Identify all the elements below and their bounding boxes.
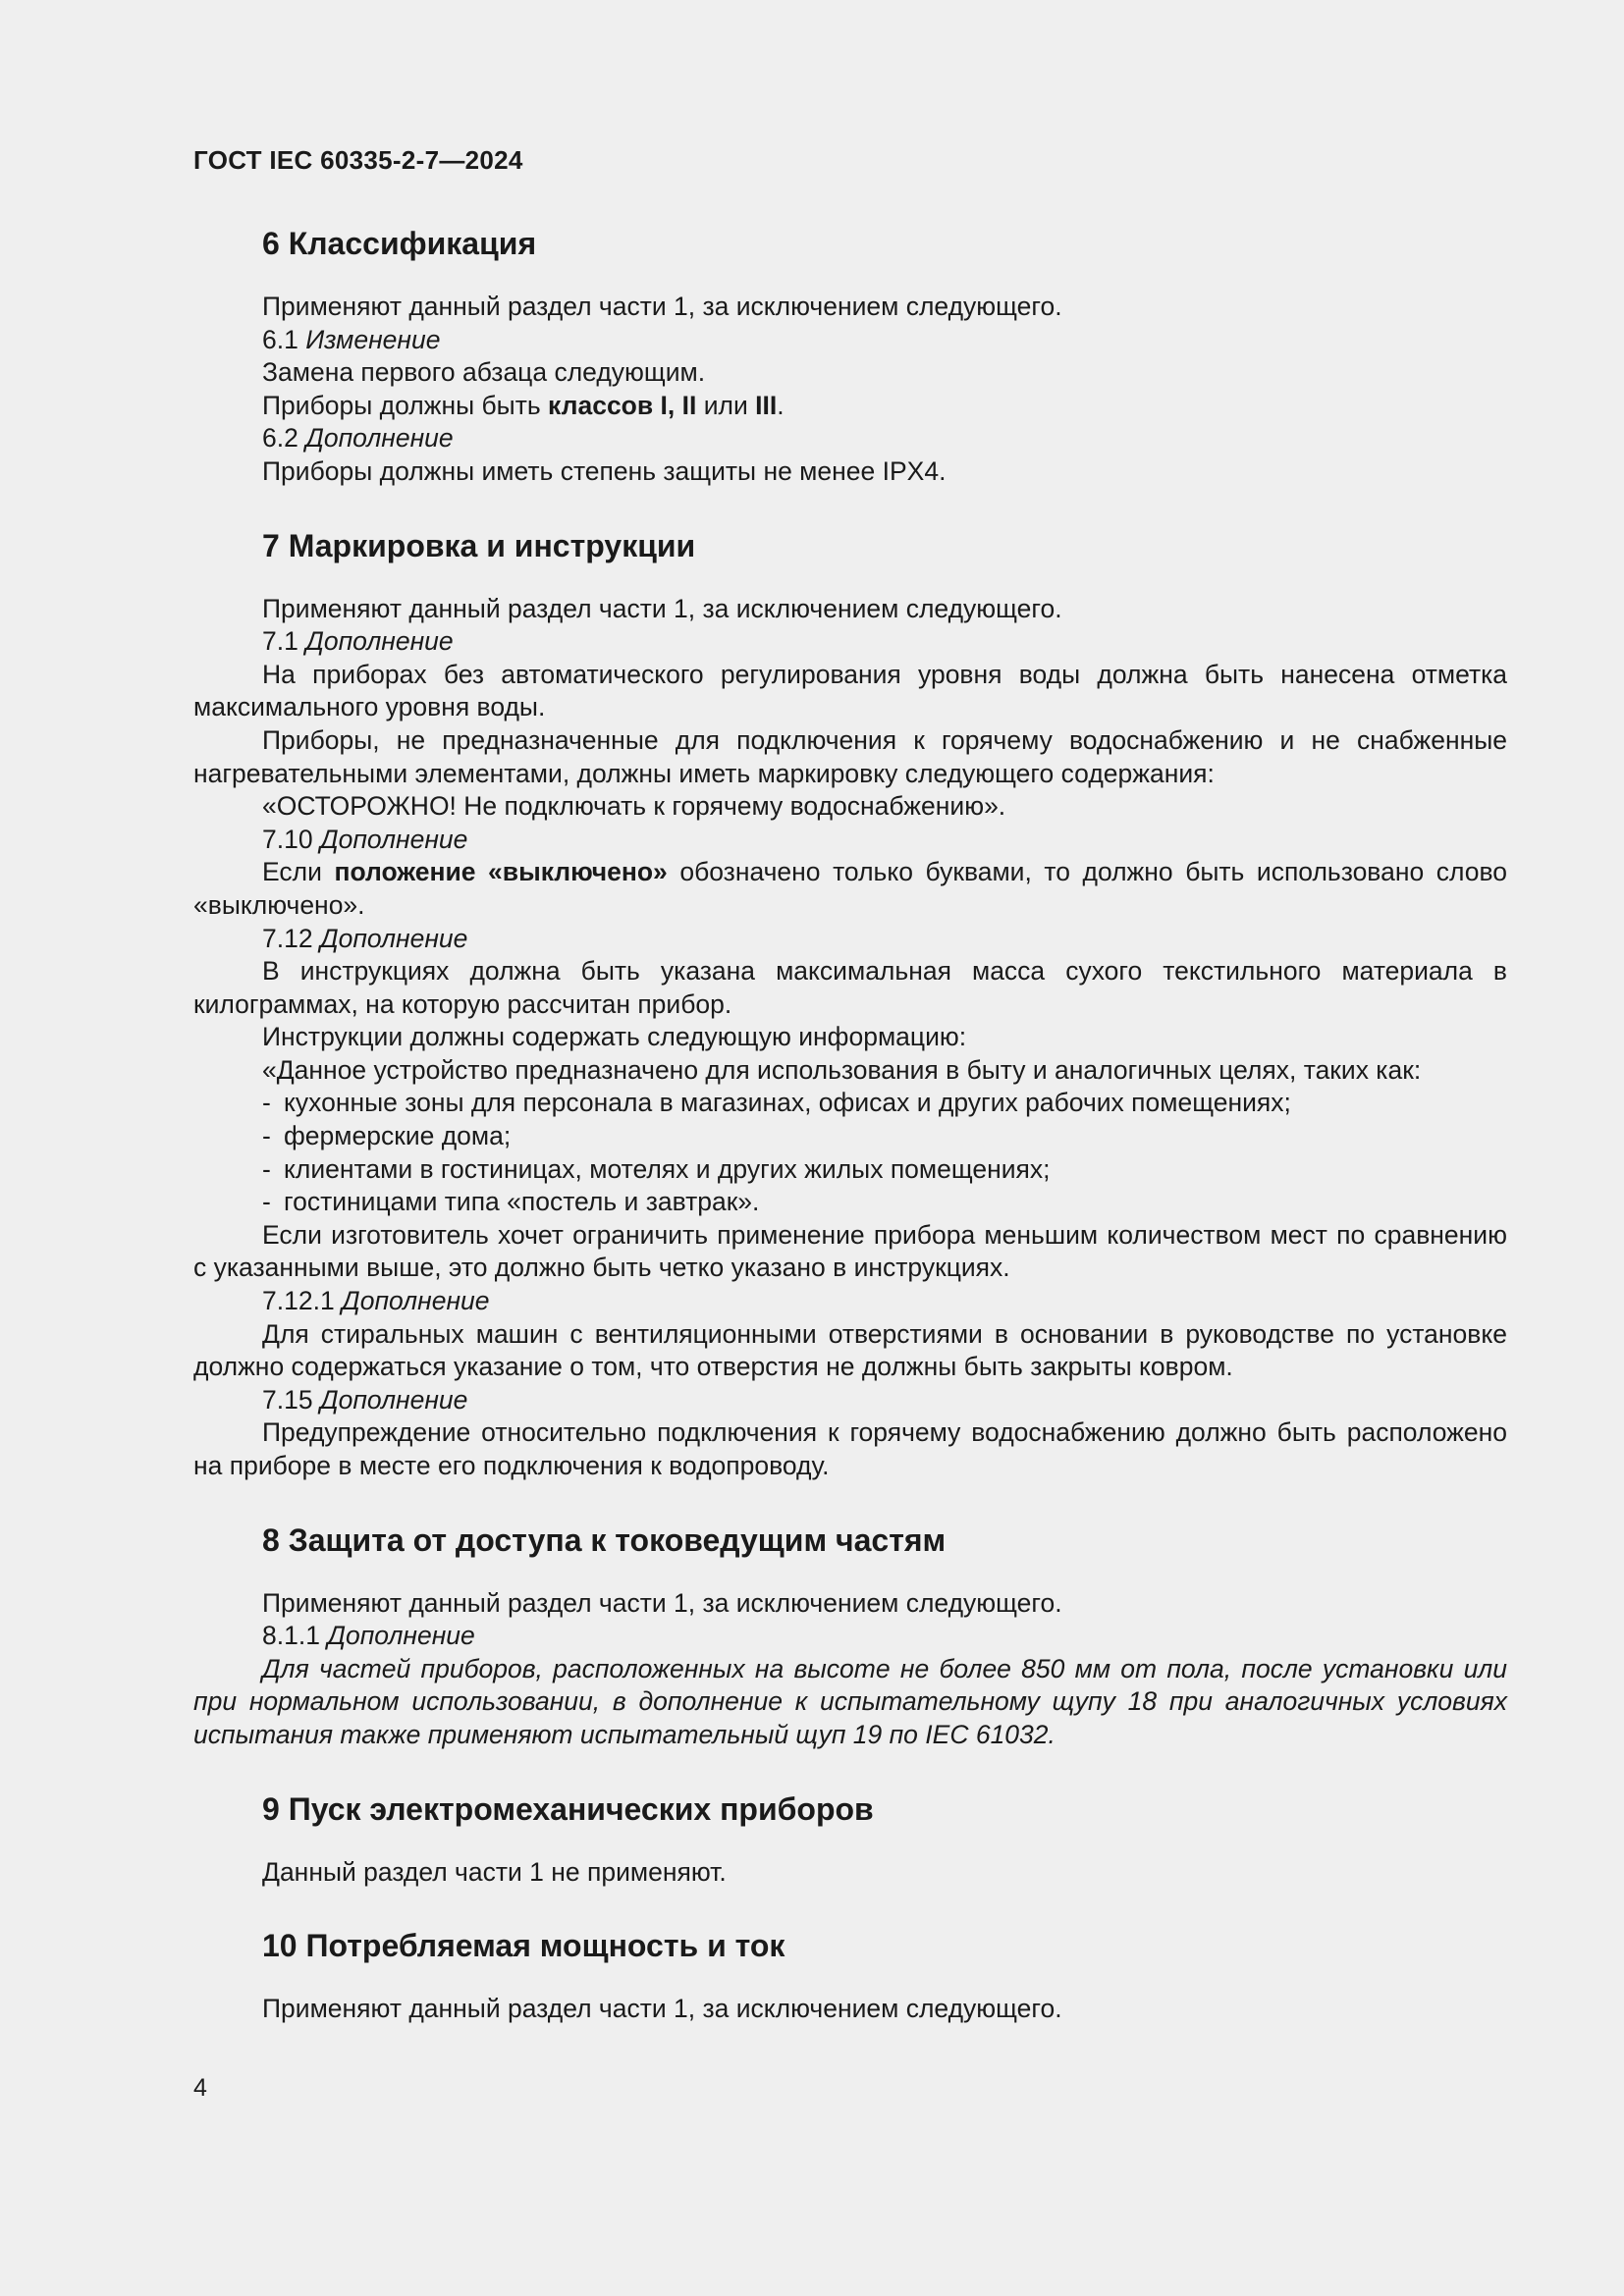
list-dash: - xyxy=(262,1153,271,1184)
section-8 xyxy=(193,1515,1507,1752)
paragraph: Применяют данный раздел части 1, за исключением следующего. xyxy=(262,292,1062,321)
list-item xyxy=(193,1186,1507,1219)
section-6 xyxy=(193,218,1507,489)
list-dash: - xyxy=(262,1121,271,1151)
paragraph xyxy=(193,856,1507,922)
section-title: 6 Классификация xyxy=(262,226,537,261)
clause-number: 7.10 xyxy=(262,824,320,854)
bold-text: классов I, II xyxy=(548,390,697,420)
clause-label: Дополнение xyxy=(319,1384,468,1415)
document-body xyxy=(193,218,1507,2026)
clause-heading xyxy=(193,625,1507,659)
clause-number: 7.15 xyxy=(262,1384,320,1415)
list-item-text: гостиницами типа «постель и завтрак». xyxy=(284,1187,760,1217)
clause-number: 7.12.1 xyxy=(262,1286,343,1316)
list-item-text: кухонные зоны для персонала в магазинах, офисах и других рабочих помещениях; xyxy=(284,1088,1291,1118)
list-item xyxy=(193,1153,1507,1187)
paragraph: Предупреждение относительно подключения к горячему водоснабжению должно быть расположено на приборе в месте его подключения к водопроводу. xyxy=(193,1417,1507,1480)
clause-number: 6.2 xyxy=(262,423,306,454)
clause-heading xyxy=(193,1384,1507,1417)
clause-label: Дополнение xyxy=(305,626,454,657)
text-run: . xyxy=(777,390,785,420)
list-dash: - xyxy=(262,1187,271,1217)
clause-number: 7.12 xyxy=(262,923,320,953)
paragraph xyxy=(193,390,1507,423)
paragraph: «ОСТОРОЖНО! Не подключать к горячему водоснабжению». xyxy=(262,791,1006,822)
text-run: Приборы должны быть xyxy=(262,390,549,420)
clause-heading xyxy=(193,923,1507,956)
clause-number: 7.1 xyxy=(262,626,306,657)
clause-label: Дополнение xyxy=(319,824,468,854)
text-run: или xyxy=(696,390,756,420)
section-title: 9 Пуск электромеханических приборов xyxy=(262,1790,874,1827)
paragraph: В инструкциях должна быть указана максимальная масса сухого текстильного материала в килограммах, на которую рассчитан прибор. xyxy=(193,956,1507,1019)
text-run: Если xyxy=(262,857,335,887)
paragraph: Применяют данный раздел части 1, за исключением следующего. xyxy=(262,593,1062,623)
paragraph: Приборы должны иметь степень защиты не менее IPX4. xyxy=(262,455,947,486)
clause-heading xyxy=(193,1620,1507,1653)
section-10 xyxy=(193,1920,1507,2026)
section-9 xyxy=(193,1784,1507,1890)
paragraph: Замена первого абзаца следующим. xyxy=(262,357,706,388)
clause-label: Дополнение xyxy=(319,923,468,953)
section-7 xyxy=(193,520,1507,1483)
clause-heading xyxy=(193,422,1507,455)
paragraph: Приборы, не предназначенные для подключения к горячему водоснабжению и не снабженные нагревательными элементами, должны иметь маркировку следующего содержания: xyxy=(193,724,1507,788)
paragraph: Для частей приборов, расположенных на высоте не более 850 мм от пола, после установки или при нормальном использовании, в дополнение к испытательному щупу 18 при аналогичных условиях испытания также применяют испытательный щуп 19 по IEC 61032. xyxy=(193,1653,1507,1749)
clause-label: Дополнение xyxy=(327,1621,475,1651)
clause-number: 8.1.1 xyxy=(262,1621,328,1651)
bold-text: III xyxy=(755,390,778,420)
paragraph: «Данное устройство предназначено для использования в быту и аналогичных целях, таких как: xyxy=(262,1054,1422,1085)
document-header: ГОСТ IEC 60335-2-7—2024 xyxy=(193,145,523,175)
clause-label: Изменение xyxy=(305,324,441,354)
page-number: 4 xyxy=(193,2074,207,2102)
paragraph: Применяют данный раздел части 1, за исключением следующего. xyxy=(262,1587,1062,1618)
clause-heading xyxy=(193,324,1507,357)
list-item xyxy=(193,1120,1507,1153)
paragraph: Для стиральных машин с вентиляционными отверстиями в основании в руководстве по установке должно содержаться указание о том, что отверстия не должны быть закрыты ковром. xyxy=(193,1318,1507,1382)
list-dash: - xyxy=(262,1088,271,1118)
clause-heading xyxy=(193,1285,1507,1318)
paragraph: Применяют данный раздел части 1, за исключением следующего. xyxy=(262,1994,1062,2024)
paragraph: Данный раздел части 1 не применяют. xyxy=(262,1856,727,1887)
list-item xyxy=(193,1087,1507,1120)
clause-heading xyxy=(193,824,1507,857)
bold-text: положение «выключено» xyxy=(334,857,668,887)
list-item-text: фермерские дома; xyxy=(284,1121,512,1151)
list-item-text: клиентами в гостиницах, мотелях и других жилых помещениях; xyxy=(284,1153,1051,1184)
section-title: 8 Защита от доступа к токоведущим частям xyxy=(262,1522,947,1558)
paragraph: Если изготовитель хочет ограничить применение прибора меньшим количеством мест по сравнению с указанными выше, это должно быть четко указано в инструкциях. xyxy=(193,1219,1507,1283)
section-title: 7 Маркировка и инструкции xyxy=(262,527,696,563)
clause-label: Дополнение xyxy=(342,1286,490,1316)
clause-number: 6.1 xyxy=(262,324,306,354)
section-title: 10 Потребляемая мощность и ток xyxy=(262,1928,785,1964)
clause-label: Дополнение xyxy=(305,423,454,454)
text-run: обозначено только буквами, то должно быть использовано слово «выключено». xyxy=(193,857,1507,920)
paragraph: На приборах без автоматического регулирования уровня воды должна быть нанесена отметка максимального уровня воды. xyxy=(193,659,1507,722)
paragraph: Инструкции должны содержать следующую информацию: xyxy=(262,1022,967,1052)
